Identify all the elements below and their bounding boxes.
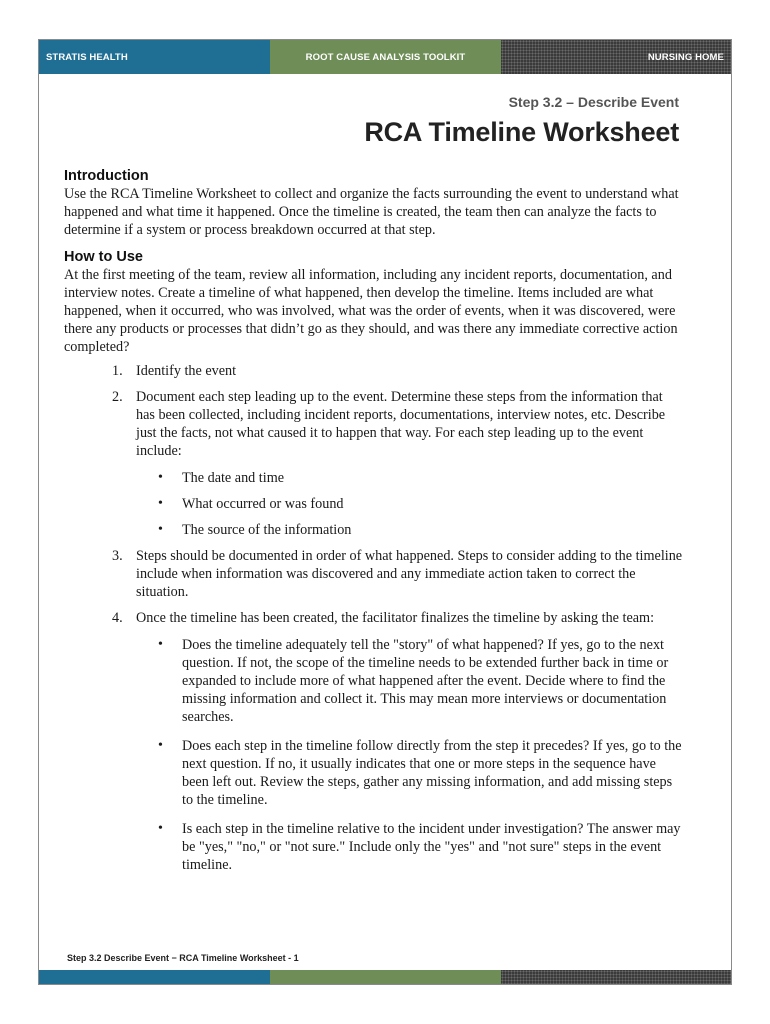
footer-gray-segment [501, 970, 731, 984]
header-toolkit-segment [270, 40, 501, 74]
footer-blue-segment [39, 970, 270, 984]
main-content [64, 167, 684, 885]
bullet-item: • Does each step in the timeline follow directly from the step it precedes? If yes, go to the next question. If no, it usually indicates that one or more steps in the sequence have been left out. Review the steps, gather any missing information, and add missing steps to the timeline. [136, 737, 684, 809]
step-number: 2. [112, 389, 123, 405]
step-text: Once the timeline has been created, the facilitator finalizes the timeline by asking the team: [136, 610, 655, 626]
step-text: Identify the event [136, 363, 237, 379]
step-number: 3. [112, 548, 123, 564]
header-setting: NURSING HOME [647, 51, 724, 63]
step-4-bullets [136, 636, 684, 874]
bullet-item: • The date and time [136, 469, 684, 487]
step-item-4 [64, 609, 684, 874]
steps-list [64, 362, 684, 874]
footer-green-segment [270, 970, 501, 984]
header-org: STRATIS HEALTH [46, 51, 128, 63]
step-text: Steps should be documented in order of what happened. Steps to consider adding to the timeline include when information was discovered and any immediate action taken to correct the situation. [136, 548, 683, 600]
introduction-heading: Introduction [64, 168, 149, 184]
step-number: 1. [112, 363, 123, 379]
footer-band [39, 970, 731, 984]
document-page [38, 39, 732, 985]
header-org-segment [39, 40, 270, 74]
page-footer: Step 3.2 Describe Event − RCA Timeline Worksheet - 1 [67, 953, 299, 963]
step-2-bullets [136, 469, 684, 539]
header-toolkit: ROOT CAUSE ANALYSIS TOOLKIT [305, 51, 466, 63]
bullet-item: • Does the timeline adequately tell the "story" of what happened? If yes, go to the next question. If not, the scope of the timeline needs to be extended further back in time or expanded to include more of what happened after the event. Decide where to find the missing information and collect it. This may mean more interviews or documentation searches. [136, 636, 684, 726]
header-setting-segment [501, 40, 731, 74]
step-label: Step 3.2 – Describe Event [508, 94, 679, 110]
step-item-3 [64, 547, 684, 601]
step-text: Document each step leading up to the event. Determine these steps from the information that has been collected, including incident reports, documentations, interview notes, etc. Describe just the facts, not what caused it to happen that way. For each step leading up to the event include: [136, 389, 666, 459]
introduction-text: Use the RCA Timeline Worksheet to collect and organize the facts surrounding the event to understand what happened and what time it happened. Once the timeline is created, the team then can analyze the facts to determine if a system or process breakdown occurred at that step. [64, 186, 679, 238]
header-band [39, 40, 731, 74]
how-to-use-heading: How to Use [64, 249, 143, 265]
step-number: 4. [112, 610, 123, 626]
bullet-item: • The source of the information [136, 521, 684, 539]
page-title: RCA Timeline Worksheet [364, 117, 679, 147]
step-item-1 [64, 362, 684, 380]
how-to-use-text: At the first meeting of the team, review all information, including any incident reports, documentation, and interview notes. Create a timeline of what happened, then develop the timeline. Items included are what happened, when it occurred, who was involved, what was the order of events, when it was discovered, were there any products or processes that didn’t go as they should, and was there any immediate corrective action completed? [64, 267, 678, 355]
bullet-item: • Is each step in the timeline relative to the incident under investigation? The answer may be "yes," "no," or "not sure." Include only the "yes" and "not sure" steps in the event timeline. [136, 820, 684, 874]
bullet-item: • What occurred or was found [136, 495, 684, 513]
step-item-2 [64, 388, 684, 539]
